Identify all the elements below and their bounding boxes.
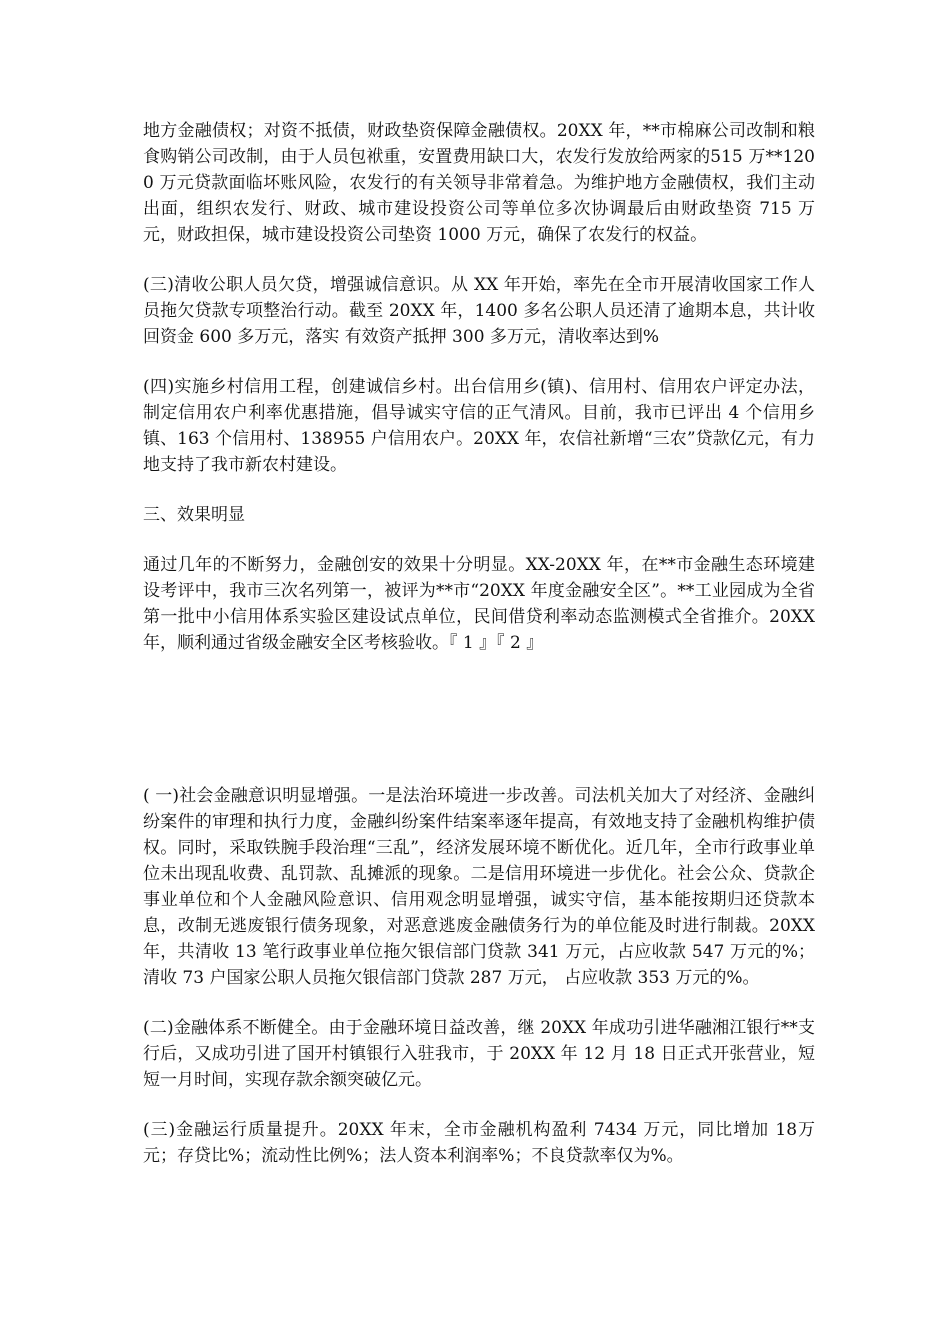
document-page: [143, 118, 815, 1169]
paragraph-operating-quality: (三)金融运行质量提升。20XX 年末，全市金融机构盈利 7434 万元，同比增加 18万元；存贷比%；流动性比例%；法人资本利润率%；不良贷款率仅为%。: [143, 1120, 815, 1166]
paragraph-rural-credit: (四)实施乡村信用工程，创建诚信乡村。出台信用乡(镇)、信用村、信用农户评定办法，制定信用农户利率优惠措施，倡导诚实守信的正气清风。目前，我市已评出 4 个信用乡镇、163 个信用村、138955 户信用农户。20XX 年，农信社新增“三农”贷款亿元，有力地支持了我市新农村建设。: [143, 377, 815, 475]
paragraph-official-loans: (三)清收公职人员欠贷，增强诚信意识。从 XX 年开始，率先在全市开展清收国家工作人员拖欠贷款专项整治行动。截至 20XX 年，1400 多名公职人员还清了逾期本息，共计收回资金 600 多万元，落实 有效资产抵押 300 多万元，清收率达到%: [143, 275, 815, 347]
section-heading-results: 三、效果明显: [143, 505, 245, 525]
paragraph-results-summary: 通过几年的不断努力，金融创安的效果十分明显。XX-20XX 年，在**市金融生态环境建设考评中，我市三次名列第一，被评为**市“20XX 年度金融安全区”。**工业园成为全省第一批中小信用体系实验区建设试点单位，民间借贷利率动态监测模式全省推介。20XX 年，顺利通过省级金融安全区考核验收。『 1 』『 2 』: [143, 555, 815, 653]
paragraph-spacer: [143, 350, 815, 374]
paragraph-spacer: [143, 528, 815, 552]
paragraph-financial-claims: 地方金融债权；对资不抵债，财政垫资保障金融债权。20XX 年，**市棉麻公司改制和粮食购销公司改制，由于人员包袱重，安置费用缺口大，农发行发放给两家的515 万**1200 万元贷款面临坏账风险，农发行的有关领导非常着急。为维护地方金融债权，我们主动出面，组织农发行、财政、城市建设投资公司等单位多次协调最后由财政垫资 715 万元，财政担保，城市建设投资公司垫资 1000 万元，确保了农发行的权益。: [143, 121, 815, 245]
paragraph-spacer: [143, 1093, 815, 1117]
paragraph-financial-awareness: ( 一)社会金融意识明显增强。一是法治环境进一步改善。司法机关加大了对经济、金融纠纷案件的审理和执行力度，金融纠纷案件结案率逐年提高，有效地支持了金融机构维护债权。同时，采取铁腕手段治理“三乱”，经济发展环境不断优化。近几年，全市行政事业单位未出现乱收费、乱罚款、乱摊派的现象。二是信用环境进一步优化。社会公众、贷款企事业单位和个人金融风险意识、信用观念明显增强，诚实守信，基本能按期归还贷款本息，改制无逃废银行债务现象，对恶意逃废金融债务行为的单位能及时进行制裁。20XX 年，共清收 13 笔行政事业单位拖欠银信部门贷款 341 万元，占应收款 547 万元的%；清收 73 户国家公职人员拖欠银信部门贷款 287 万元， 占应收款 353 万元的%。: [143, 786, 815, 988]
paragraph-spacer: [143, 478, 815, 502]
paragraph-financial-system: (二)金融体系不断健全。由于金融环境日益改善，继 20XX 年成功引进华融湘江银行**支行后，又成功引进了国开村镇银行入驻我市，于 20XX 年 12 月 18 日正式开张营业，短短一月时间，实现存款余额突破亿元。: [143, 1018, 815, 1090]
page-break-spacer: [143, 656, 815, 783]
paragraph-spacer: [143, 248, 815, 272]
paragraph-spacer: [143, 991, 815, 1015]
